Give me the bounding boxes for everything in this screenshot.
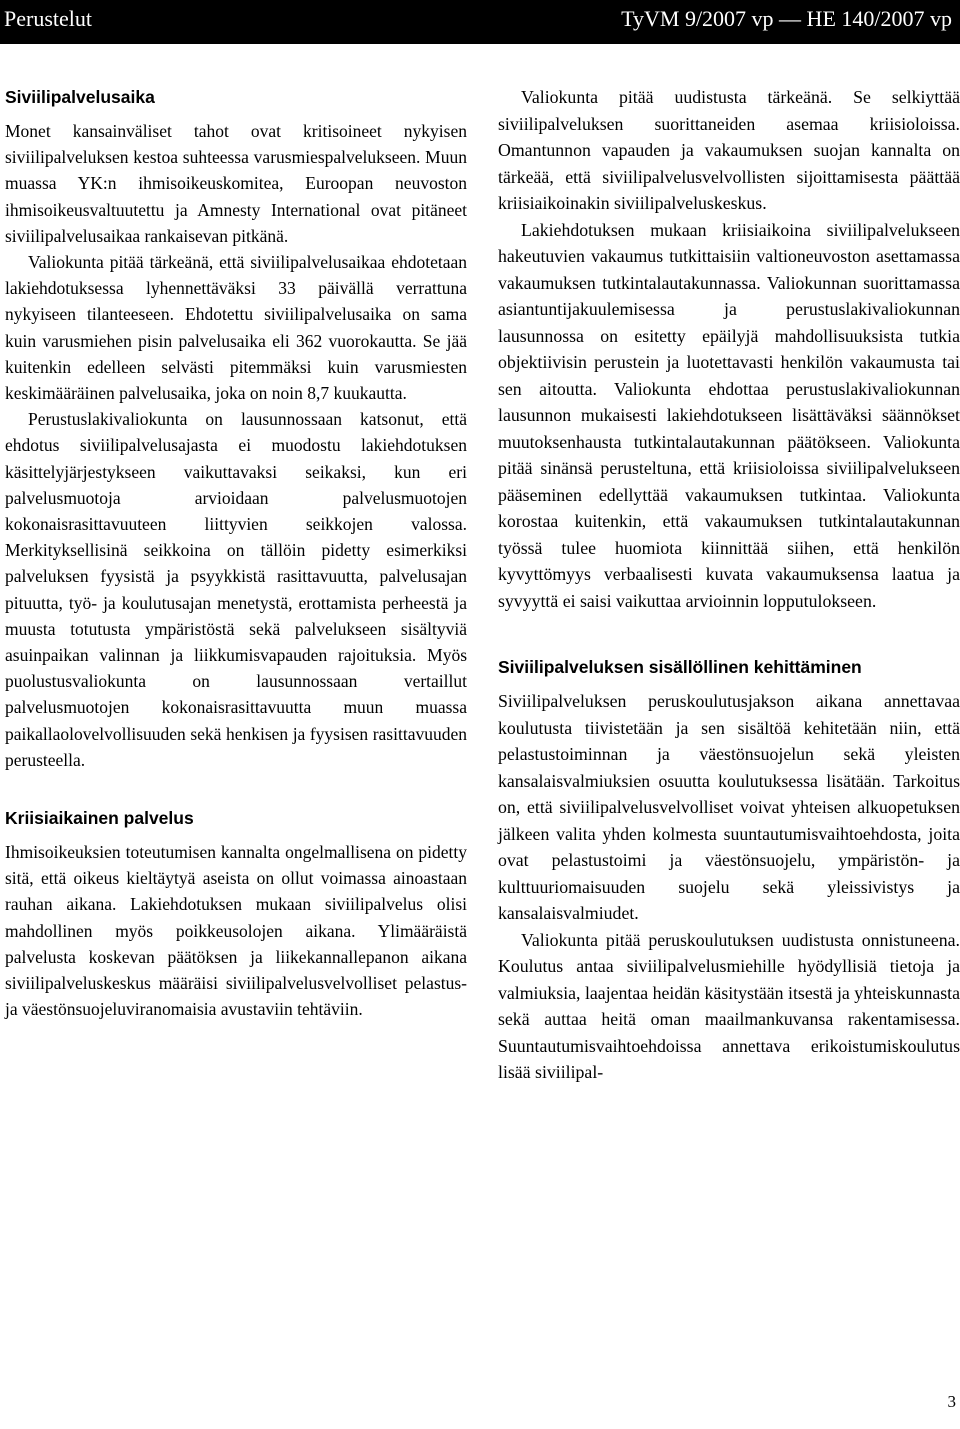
right-paragraph-1: Valiokunta pitää uudistusta tärkeänä. Se selkiyttää siviilipalveluksen suorittaneiden asemaa kriisioloissa. Omantunnon vapauden ja vakaumuksen suojan kannalta on tärkeää, että siviilipalvelusvelvollisten sijoittamisesta päättää kriisiaikoinakin siviilipalveluskeskus. xyxy=(498,87,960,213)
right-column xyxy=(498,84,960,1086)
page-number: 3 xyxy=(947,1392,956,1411)
right-paragraph-3: Siviilipalveluksen peruskoulutusjakson aikana annettavaa koulutusta tiivistetään ja sen sisältöä kehitetään niin, että pelastustoiminnan ja väestönsuojelun sekä yleisten kansalaisvalmiuksien osuutta koulutuksessa lisätään. Tarkoitus on, että siviilipalvelusvelvolliset voivat yhteisen alkuopetuksen jälkeen valita yhden kolmesta suuntautumisvaihtoehdosta, joita ovat pelastustoimi ja väestönsuojelu, ympäristön- ja kulttuuriomaisuuden suojelu sekä yleissivistys ja kansalaisvalmiudet. xyxy=(498,691,960,923)
heading-kriisiaikainen-palvelus: Kriisiaikainen palvelus xyxy=(5,808,194,829)
heading-siviilipalvelusaika: Siviilipalvelusaika xyxy=(5,87,155,107)
left-column xyxy=(5,84,467,1023)
left-paragraph-2: Valiokunta pitää tärkeänä, että siviilipalvelusaikaa ehdotetaan lakiehdotuksessa lyhennettäväksi 33 päivällä verrattuna nykyiseen tilanteeseen. Ehdotettu siviilipalvelusaika on sama kuin varusmiehen pisin palvelusaika eli 362 vuorokautta. Se jää kuitenkin edelleen selvästi pitemmäksi kuin varusmiesten keskimääräinen palvelusaika, joka on noin 8,7 kuukautta. xyxy=(5,252,467,404)
right-paragraph-4: Valiokunta pitää peruskoulutuksen uudistusta onnistuneena. Koulutus antaa siviilipalvelusmiehille hyödyllisiä tietoja ja valmiuksia, laajentaa heidän käsitystään itsestä ja yhteiskunnasta sekä auttaa heitä oman maailmankuvansa rakentamisessa. Suuntautumisvaihtoehdoissa annettava erikoistumiskoulutus lisää siviilipal- xyxy=(498,929,960,1082)
right-paragraph-2: Lakiehdotuksen mukaan kriisiaikoina siviilipalvelukseen hakeutuvien vakaumus tutkittaisiin valtioneuvoston asettamassa vakaumuksen tutkintalautakunnassa. Valiokunnan suorittamassa asiantuntijakuulemisessa ja perustuslakivaliokunnan lausunnossa on esitetty epäilyjä mahdollisuuksista tutkia objektiivisin perustein ja luotettavasti henkilön vakaumusta tai sen aitoutta. Valiokunta ehdottaa perustuslakivaliokunnan lausunnon mukaisesti lakiehdotukseen lisättäväksi säännökset muutoksenhausta tutkintalautakunnan päätökseen. Valiokunta pitää sinänsä perusteltuna, että kriisioloissa siviilipalvelukseen pääseminen edellyttää vakaumuksen tutkintaa. Valiokunta korostaa kuitenkin, että vakaumuksen tutkintalautakunnan työssä tulee huomiota kiinnittää siihen, että henkilön kyvyttömyys verbaalisesti kuvata vakaumuksensa laatua ja syvyyttä ei saisi vaikuttaa arvioinnin lopputulokseen. xyxy=(498,219,960,611)
page-header-bar xyxy=(0,0,960,44)
header-section-title: Perustelut xyxy=(4,6,92,31)
left-paragraph-1: Monet kansainväliset tahot ovat kritisoineet nykyisen siviilipalveluksen kestoa suhteessa varusmiespalvelukseen. Muun muassa YK:n ihmisoikeuskomitea, Euroopan neuvoston ihmisoikeusvaltuutettu ja Amnesty International ovat pitäneet siviilipalvelusaikaa rankaisevan pitkänä. xyxy=(5,121,467,246)
heading-sisallollinen-kehittaminen: Siviilipalveluksen sisällöllinen kehittäminen xyxy=(498,657,862,677)
left-paragraph-3: Perustuslakivaliokunta on lausunnossaan katsonut, että ehdotus siviilipalvelusajasta ei muodostu lakiehdotuksen käsittelyjärjestykseen vaikuttavaksi seikaksi, kun eri palvelusmuotoja arvioidaan palvelusmuotojen kokonaisrasittavuuteen liittyvien seikkojen valossa. Merkityksellisinä seikkoina on tällöin pidetty esimerkiksi palveluksen fyysistä ja psyykkistä rasittavuutta, palvelusajan pituutta, työ- ja koulutusajan menetystä, erottamista perheestä ja muusta totutusta ympäristöstä sekä palvelukseen sisältyviä asuinpaikan valinnan ja liikkumisvapauden rajoituksia. Myös puolustusvaliokunta on lausunnossaan vertaillut palvelusmuotojen kokonaisrasittavuutta muun muassa paikallaolovelvollisuuden sekä henkisen ja fyysisen rasittavuuden perusteella. xyxy=(5,409,467,770)
header-document-reference: TyVM 9/2007 vp — HE 140/2007 vp xyxy=(621,6,952,31)
left-paragraph-4: Ihmisoikeuksien toteutumisen kannalta ongelmallisena on pidetty sitä, että oikeus kieltäytyä aseista on ollut voimassa ainoastaan rauhan aikana. Lakiehdotuksen mukaan siviilipalvelus olisi mahdollinen myös poikkeusolojen aikana. Ylimääräistä palvelusta koskevan päätöksen ja liikekannallepanon aikana siviilipalveluskeskus määräisi siviilipalvelusvelvolliset pelastus- ja väestönsuojeluviranomaisia avustaviin tehtäviin. xyxy=(5,842,467,1020)
